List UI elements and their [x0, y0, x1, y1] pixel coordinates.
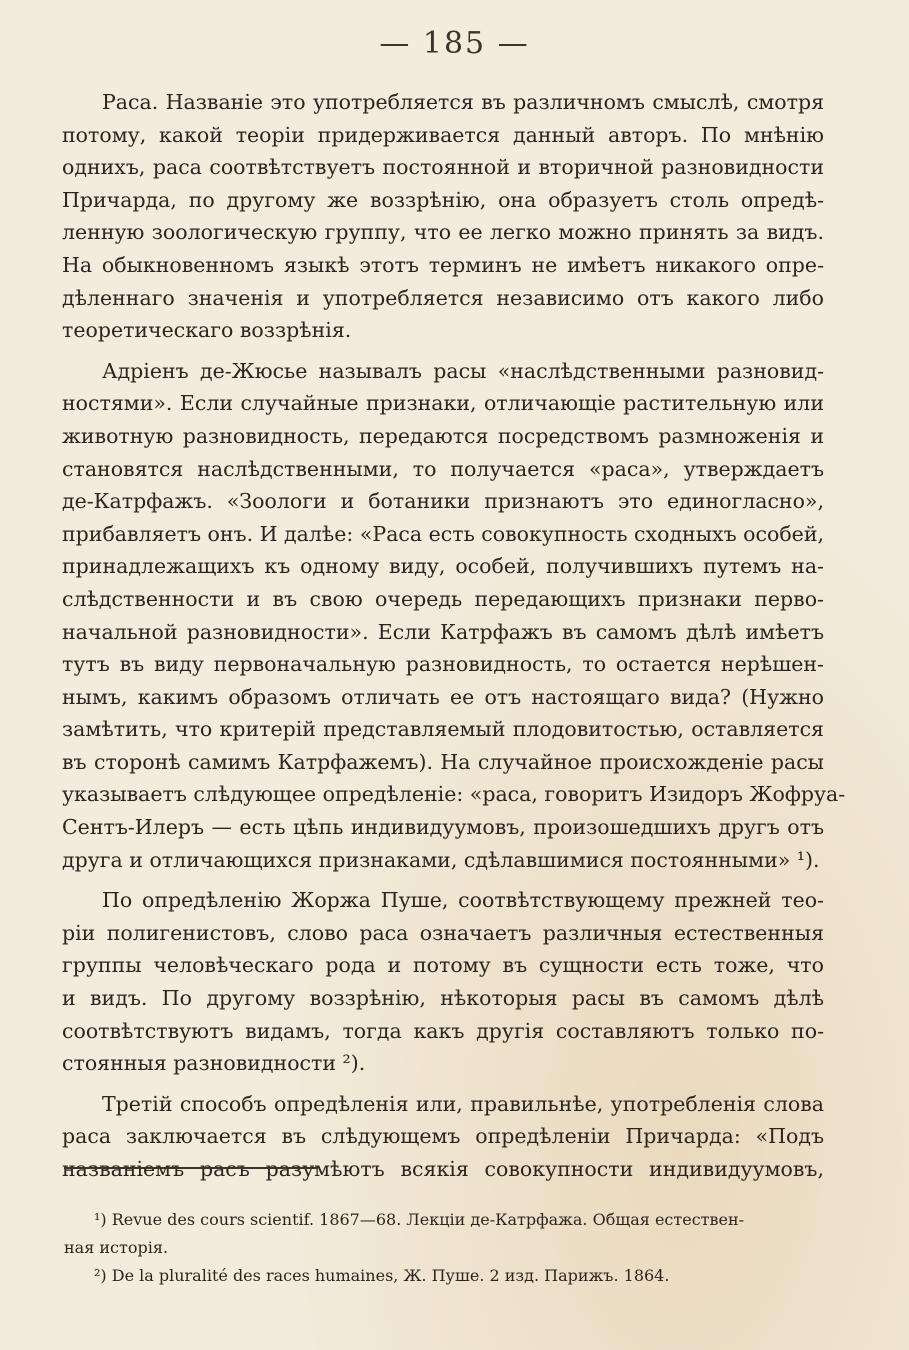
- text-line: раса заключается въ слѣдующемъ опредѣленіи Причарда: «Подъ: [62, 1124, 824, 1149]
- footnote-divider: [64, 1167, 318, 1169]
- text-line: принадлежащихъ къ одному виду, особей, получившихъ путемъ на-: [62, 554, 824, 579]
- paragraph-4: [62, 1088, 824, 1186]
- text-line: де-Катрфажъ. «Зоологи и ботаники признаютъ это единогласно»,: [62, 489, 824, 514]
- text-line: На обыкновенномъ языкѣ этотъ терминъ не имѣетъ никакого опре-: [62, 252, 824, 277]
- text-line: прибавляетъ онъ. И далѣе: «Раса есть совокупность сходныхъ особей,: [62, 521, 824, 546]
- text-line: ностями». Если случайные признаки, отличающіе растительную или: [62, 391, 824, 416]
- text-line: и видъ. По другому воззрѣнію, нѣкоторыя расы въ самомъ дѣлѣ: [62, 986, 824, 1011]
- text-line: животную разновидность, передаются посредствомъ размноженія и: [62, 423, 824, 448]
- text-line: По опредѣленію Жоржа Пуше, соотвѣтствующему прежней тео-: [102, 888, 824, 913]
- footnote-1: [64, 1206, 826, 1262]
- footnotes: [64, 1206, 826, 1290]
- paragraph-1: [62, 86, 824, 347]
- text-line: слѣдственности и въ свою очередь передающихъ признаки перво-: [62, 586, 824, 611]
- text-line: друга и отличающихся признаками, сдѣлавшимися постоянными» ¹).: [62, 847, 820, 872]
- text-line: однихъ, раса соотвѣтствуетъ постоянной и вторичной разновидности: [62, 155, 824, 180]
- page-number: — 185 —: [379, 26, 530, 61]
- text-line: названіемъ расъ разумѣютъ всякія совокупности индивидуумовъ,: [62, 1157, 824, 1181]
- footnote-line: ²) De la pluralité des races humaines, Ж. Пуше. 2 изд. Парижъ. 1864.: [94, 1266, 670, 1285]
- text-line: группы человѣческаго рода и потому въ сущности есть тоже, что: [62, 953, 824, 978]
- text-line: Сентъ-Илеръ — есть цѣпь индивидуумовъ, произошедшихъ другъ отъ: [62, 815, 824, 840]
- text-line: дѣленнаго значенія и употребляется независимо отъ какого либо: [62, 285, 824, 310]
- text-line: ріи полигенистовъ, слово раса означаетъ различныя естественныя: [62, 920, 824, 945]
- text-line: замѣтить, что критерій представляемый плодовитостью, оставляется: [62, 717, 824, 742]
- text-line: начальной разновидности». Если Катрфажъ въ самомъ дѣлѣ имѣетъ: [62, 619, 824, 644]
- text-line: становятся наслѣдственными, то получается «раса», утверждаетъ: [62, 456, 824, 481]
- paragraph-2: [62, 355, 846, 877]
- text-line: въ сторонѣ самимъ Катрфажемъ). На случайное происхожденіе расы: [62, 749, 824, 774]
- footnote-line: ная исторія.: [64, 1238, 169, 1257]
- text-line: Причарда, по другому же воззрѣнію, она образуетъ столь опредѣ-: [62, 187, 824, 212]
- text-line: указываетъ слѣдующее опредѣленіе: «раса, говоритъ Изидоръ Жофруа-: [62, 782, 846, 807]
- text-line: нымъ, какимъ образомъ отличать ее отъ настоящаго вида? (Нужно: [62, 684, 824, 709]
- footnote-2: [64, 1262, 826, 1290]
- text-line: Третій способъ опредѣленія или, правильнѣе, употребленія слова: [102, 1091, 824, 1116]
- text-line: Адріенъ де-Жюсье называлъ расы «наслѣдственными разновид-: [102, 358, 824, 383]
- text-line: потому, какой теоріи придерживается данный авторъ. По мнѣнію: [62, 122, 824, 147]
- text-line: теоретическаго воззрѣнія.: [62, 318, 352, 343]
- text-line: соотвѣтствуютъ видамъ, тогда какъ другія составляютъ только по-: [62, 1018, 824, 1043]
- text-line: ленную зоологическую группу, что ее легко можно принять за видъ.: [62, 220, 824, 245]
- paragraph-3: [62, 884, 824, 1080]
- text-line: тутъ въ виду первоначальную разновидность, то остается нерѣшен-: [62, 652, 824, 677]
- footnote-line: ¹) Revue des cours scientif. 1867—68. Лекціи де-Катрфажа. Общая естествен-: [94, 1210, 745, 1229]
- text-line: стоянныя разновидности ²).: [62, 1051, 366, 1076]
- text-line: Раса. Названіе это употребляется въ различномъ смыслѣ, смотря: [102, 90, 824, 114]
- main-text: [62, 86, 846, 1186]
